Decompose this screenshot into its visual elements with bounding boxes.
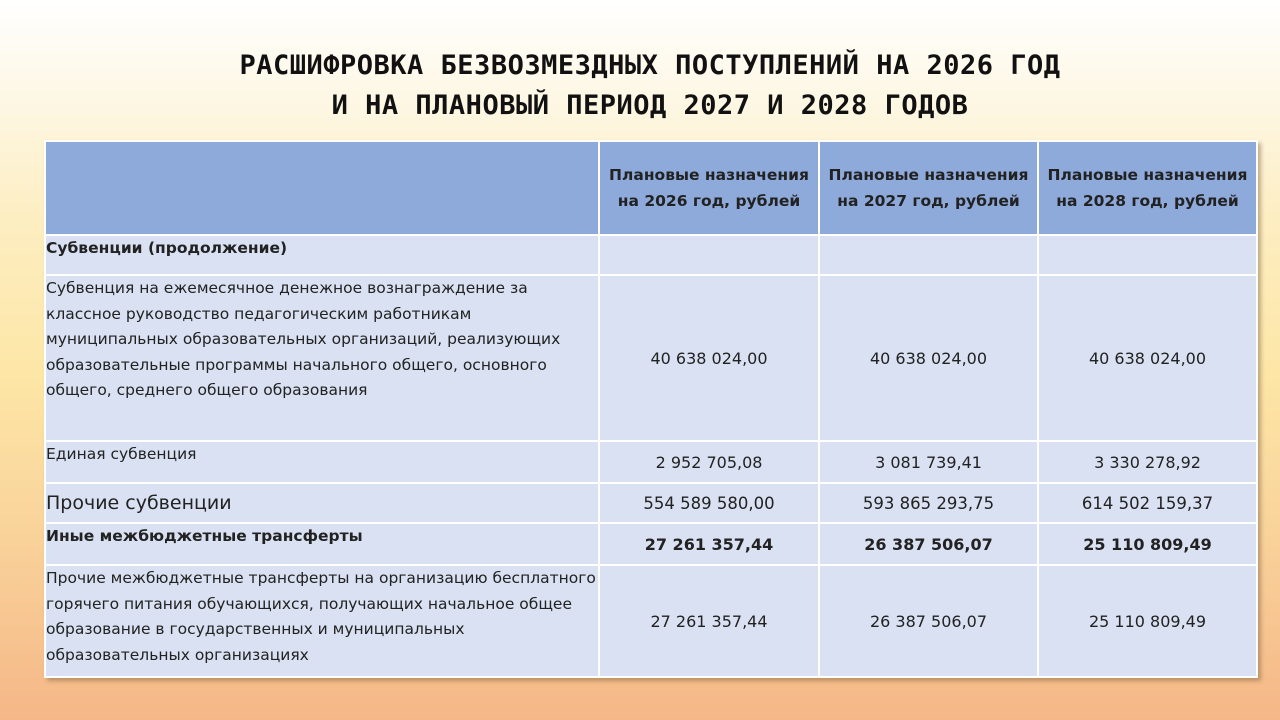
value-2028: 614 502 159,37 xyxy=(1038,483,1257,523)
value-2026 xyxy=(599,235,819,275)
table-row xyxy=(45,275,1257,441)
row-label: Субвенции (продолжение) xyxy=(45,235,599,275)
table-row xyxy=(45,523,1257,565)
value-2026: 27 261 357,44 xyxy=(599,565,819,677)
row-label: Субвенция на ежемесячное денежное вознаграждение за классное руководство педагогическим работникам муниципальных образовательных организаций, реализующих образовательные программы начального общего, основного общего, среднего общего образования xyxy=(45,275,599,441)
value-2027: 40 638 024,00 xyxy=(819,275,1038,441)
budget-table xyxy=(44,140,1258,678)
header-cell-2028: Плановые назначения на 2028 год, рублей xyxy=(1038,141,1257,235)
value-2026: 40 638 024,00 xyxy=(599,275,819,441)
header-cell-2026: Плановые назначения на 2026 год, рублей xyxy=(599,141,819,235)
slide-title xyxy=(0,46,1280,126)
header-cell-blank xyxy=(45,141,599,235)
row-label: Единая субвенция xyxy=(45,441,599,483)
row-label: Прочие межбюджетные трансферты на организацию бесплатного горячего питания обучающихся, получающих начальное общее образование в государственных и муниципальных образовательных организациях xyxy=(45,565,599,677)
value-2026: 2 952 705,08 xyxy=(599,441,819,483)
value-2027 xyxy=(819,235,1038,275)
value-2026: 554 589 580,00 xyxy=(599,483,819,523)
table-row xyxy=(45,441,1257,483)
row-label: Прочие субвенции xyxy=(45,483,599,523)
slide-title-line-2: И НА ПЛАНОВЫЙ ПЕРИОД 2027 И 2028 ГОДОВ xyxy=(331,90,969,121)
slide-title-line-1: РАСШИФРОВКА БЕЗВОЗМЕЗДНЫХ ПОСТУПЛЕНИЙ НА 2026 ГОД xyxy=(239,50,1061,81)
table-row xyxy=(45,483,1257,523)
value-2028: 3 330 278,92 xyxy=(1038,441,1257,483)
value-2028: 40 638 024,00 xyxy=(1038,275,1257,441)
value-2027: 26 387 506,07 xyxy=(819,523,1038,565)
value-2027: 593 865 293,75 xyxy=(819,483,1038,523)
value-2028 xyxy=(1038,235,1257,275)
value-2027: 26 387 506,07 xyxy=(819,565,1038,677)
table-header-row xyxy=(45,141,1257,235)
value-2028: 25 110 809,49 xyxy=(1038,523,1257,565)
header-cell-2027: Плановые назначения на 2027 год, рублей xyxy=(819,141,1038,235)
table-row xyxy=(45,565,1257,677)
table-row xyxy=(45,235,1257,275)
row-label: Иные межбюджетные трансферты xyxy=(45,523,599,565)
value-2026: 27 261 357,44 xyxy=(599,523,819,565)
value-2027: 3 081 739,41 xyxy=(819,441,1038,483)
value-2028: 25 110 809,49 xyxy=(1038,565,1257,677)
